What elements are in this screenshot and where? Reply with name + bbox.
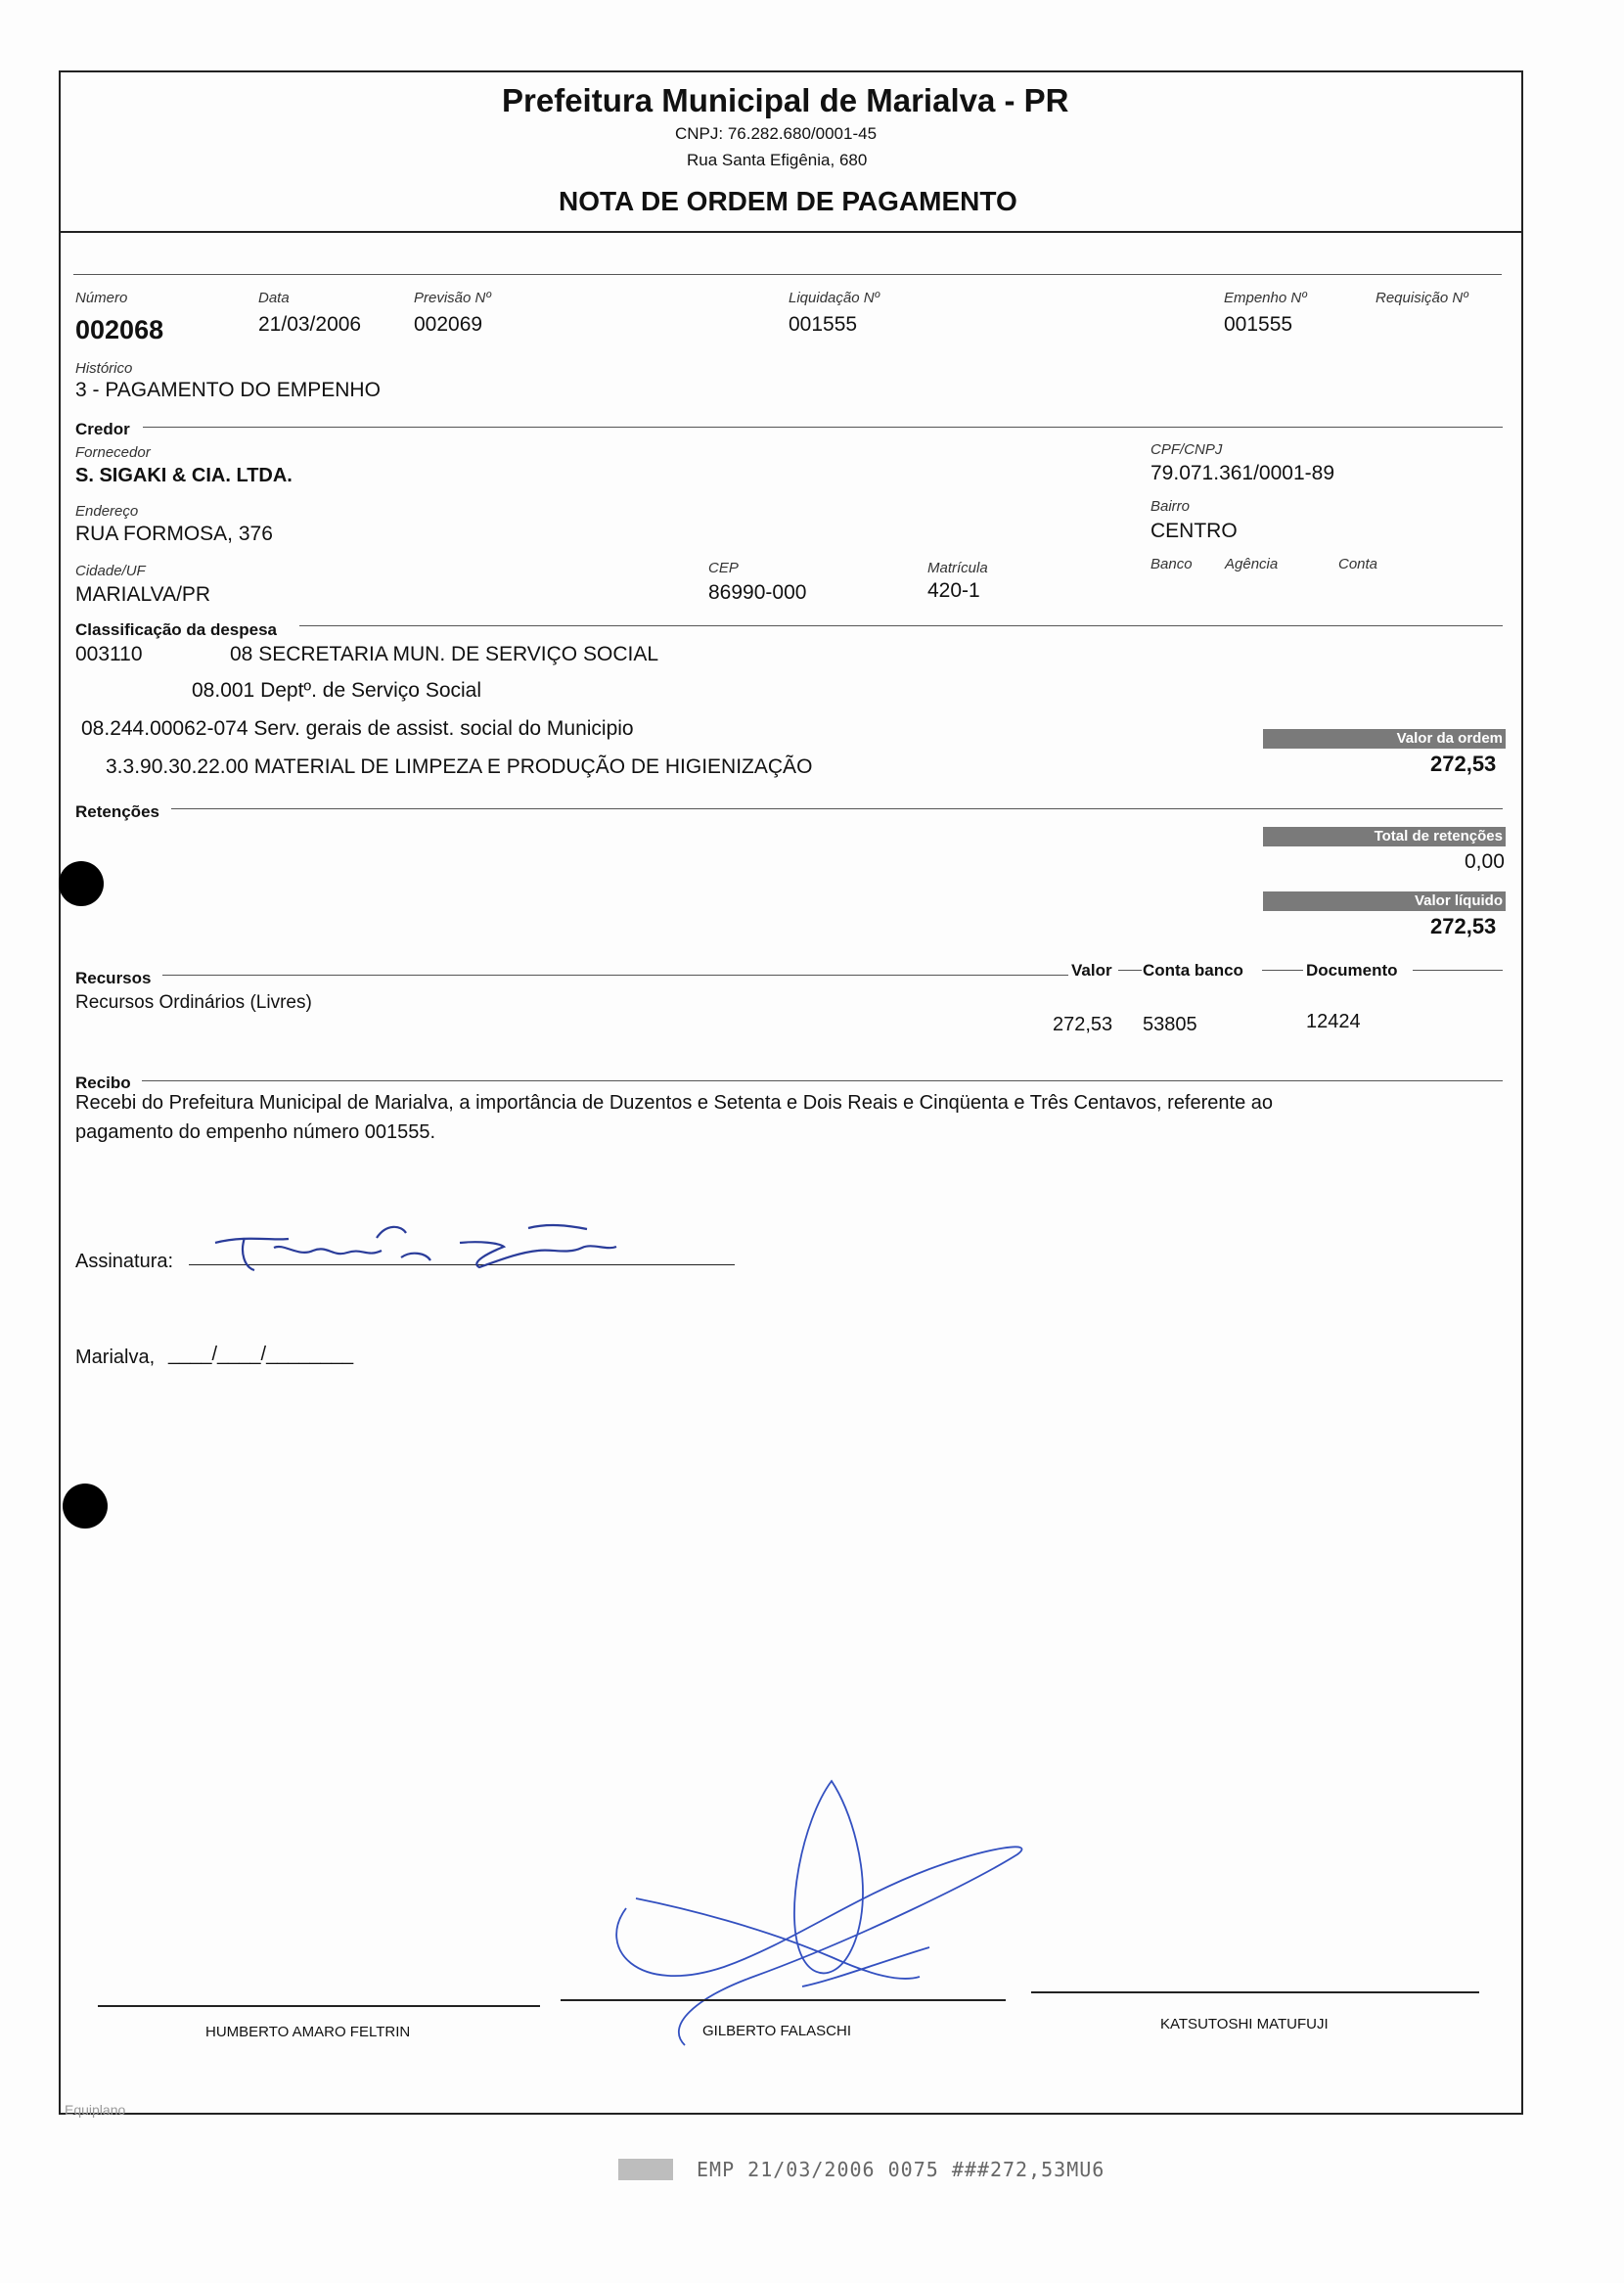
fornecedor-label: Fornecedor	[75, 444, 151, 461]
valor-ordem-label: Valor da ordem	[1263, 729, 1506, 749]
endereco-label: Endereço	[75, 503, 139, 520]
header-title: Prefeitura Municipal de Marialva - PR	[502, 82, 1069, 118]
data-label: Data	[258, 290, 290, 306]
valor-ordem-value: 272,53	[1430, 752, 1497, 776]
signature-line-3	[1031, 1991, 1479, 1993]
place-label: Marialva,	[75, 1347, 156, 1368]
cpf-value: 79.071.361/0001-89	[1150, 462, 1335, 484]
agencia-label: Agência	[1225, 556, 1279, 572]
signature-name-1: HUMBERTO AMARO FELTRIN	[205, 2024, 411, 2040]
retencoes-section: Retenções	[75, 802, 159, 821]
classificacao-rule	[299, 625, 1503, 626]
recursos-item: Recursos Ordinários (Livres)	[75, 992, 312, 1013]
bairro-label: Bairro	[1150, 498, 1191, 515]
matricula-label: Matrícula	[927, 560, 988, 576]
assinatura-label: Assinatura:	[75, 1251, 174, 1272]
numero-value: 002068	[75, 315, 164, 344]
document-title: NOTA DE ORDEM DE PAGAMENTO	[559, 186, 1017, 216]
recibo-line-2: pagamento do empenho número 001555.	[75, 1121, 436, 1143]
recursos-conta-header: Conta banco	[1143, 961, 1243, 980]
liquidacao-value: 001555	[789, 313, 858, 336]
retencoes-label: Total de retenções	[1263, 827, 1506, 846]
banco-label: Banco	[1150, 556, 1193, 572]
fornecedor-value: S. SIGAKI & CIA. LTDA.	[75, 465, 293, 486]
recibo-section: Recibo	[75, 1073, 131, 1092]
cidade-label: Cidade/UF	[75, 563, 146, 579]
recursos-documento-header: Documento	[1306, 961, 1398, 980]
punch-hole-1	[59, 861, 104, 906]
retencoes-value: 0,00	[1465, 850, 1505, 873]
recursos-rule-4	[1413, 970, 1503, 971]
classificacao-code: 003110	[75, 643, 143, 665]
classificacao-line-1: 08 SECRETARIA MUN. DE SERVIÇO SOCIAL	[230, 643, 659, 665]
cep-label: CEP	[708, 560, 739, 576]
recursos-valor: 272,53	[1053, 1014, 1113, 1035]
header-address: Rua Santa Efigênia, 680	[687, 151, 868, 169]
recursos-documento: 12424	[1306, 1011, 1361, 1032]
recursos-rule	[162, 975, 1068, 976]
recursos-rule-2	[1118, 970, 1142, 971]
requisicao-label: Requisição Nº	[1376, 290, 1468, 306]
retencoes-rule	[171, 808, 1503, 809]
header-cnpj: CNPJ: 76.282.680/0001-45	[675, 124, 878, 143]
recibo-rule	[142, 1080, 1503, 1081]
credor-rule	[143, 427, 1503, 428]
header-divider	[59, 231, 1521, 233]
liquido-value: 272,53	[1430, 914, 1497, 938]
previsao-label: Previsão Nº	[414, 290, 491, 306]
conta-label: Conta	[1338, 556, 1378, 572]
bairro-value: CENTRO	[1150, 520, 1238, 542]
liquidacao-label: Liquidação Nº	[789, 290, 880, 306]
empenho-label: Empenho Nº	[1224, 290, 1307, 306]
previsao-value: 002069	[414, 313, 483, 336]
cep-value: 86990-000	[708, 581, 807, 604]
recursos-section: Recursos	[75, 969, 152, 987]
historico-label: Histórico	[75, 360, 133, 377]
cidade-value: MARIALVA/PR	[75, 583, 211, 606]
punch-hole-2	[63, 1484, 108, 1529]
cpf-label: CPF/CNPJ	[1150, 441, 1223, 458]
recursos-valor-header: Valor	[1071, 961, 1112, 980]
empenho-value: 001555	[1224, 313, 1293, 336]
classificacao-line-2: 08.001 Deptº. de Serviço Social	[192, 679, 482, 702]
numero-label: Número	[75, 290, 128, 306]
signature-line-1	[98, 2005, 540, 2007]
recursos-rule-3	[1262, 970, 1303, 971]
top-rule	[73, 274, 1502, 275]
handwritten-signature-1	[205, 1213, 675, 1282]
historico-value: 3 - PAGAMENTO DO EMPENHO	[75, 379, 381, 401]
classificacao-section: Classificação da despesa	[75, 620, 278, 639]
date-blank: ____/____/________	[168, 1344, 354, 1365]
recibo-line-1: Recebi do Prefeitura Municipal de Marialva, a importância de Duzentos e Setenta e Dois Reais e Cinqüenta e Três Centavos, referente ao	[75, 1092, 1274, 1114]
payment-stamp: EMP 21/03/2006 0075 ###272,53MU6	[697, 2158, 1105, 2181]
liquido-label: Valor líquido	[1263, 891, 1506, 911]
matricula-value: 420-1	[927, 579, 980, 602]
recursos-conta: 53805	[1143, 1014, 1197, 1035]
signature-name-3: KATSUTOSHI MATUFUJI	[1160, 2016, 1329, 2032]
signature-line-2	[561, 1999, 1006, 2001]
classificacao-line-3: 08.244.00062-074 Serv. gerais de assist. social do Municipio	[81, 717, 634, 740]
software-name: Equiplano	[65, 2102, 126, 2118]
classificacao-line-4: 3.3.90.30.22.00 MATERIAL DE LIMPEZA E PRODUÇÃO DE HIGIENIZAÇÃO	[106, 755, 813, 778]
credor-section: Credor	[75, 420, 130, 438]
data-value: 21/03/2006	[258, 313, 362, 336]
endereco-value: RUA FORMOSA, 376	[75, 523, 273, 545]
signature-name-2: GILBERTO FALASCHI	[702, 2023, 851, 2039]
stamp-mark	[618, 2159, 673, 2180]
